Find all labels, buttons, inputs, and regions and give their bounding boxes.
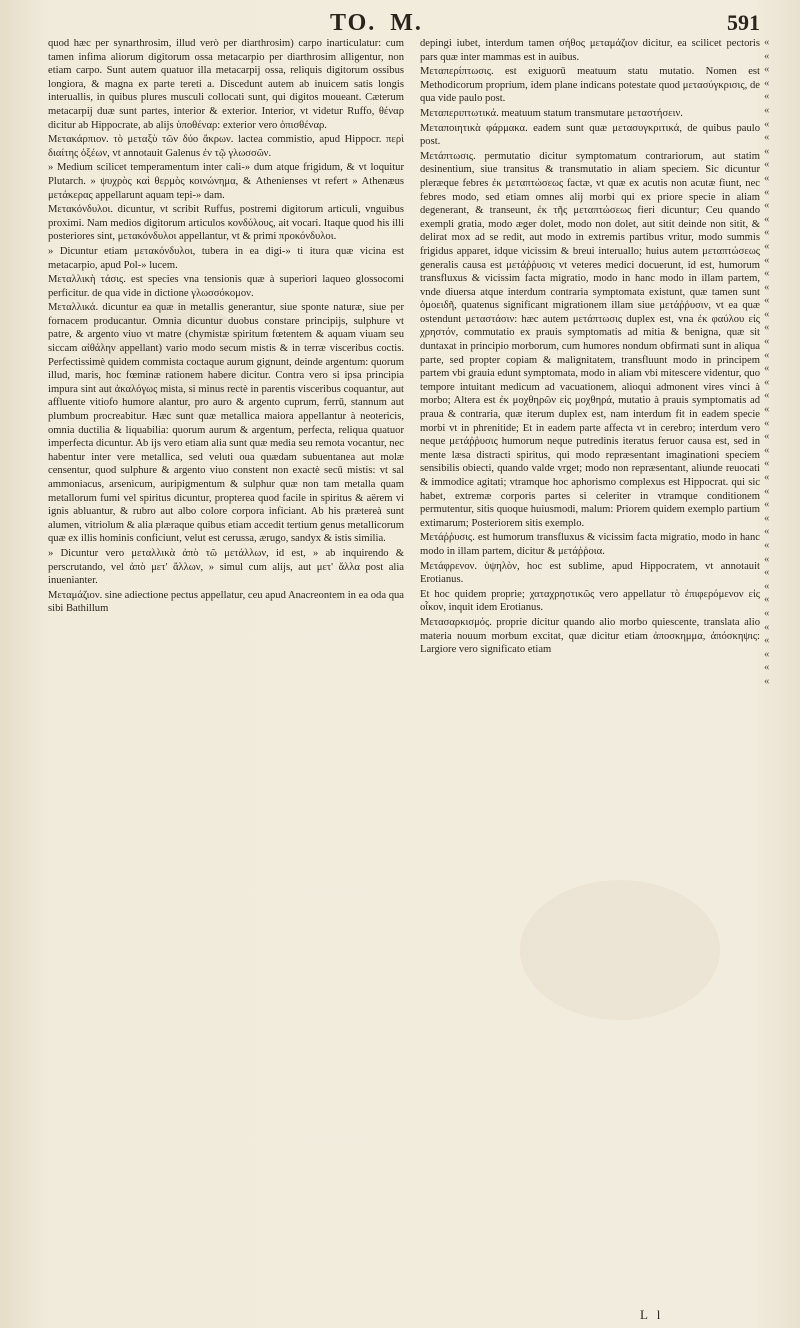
quote-mark: «: [764, 404, 770, 416]
quote-mark: «: [764, 363, 770, 375]
quote-mark: «: [764, 186, 770, 198]
dictionary-entry: Μετάπτωσις. permutatio dicitur symptomatum contrariorum, aut statim desinentium, siue transitus & transmutatio in aliam speciem. Sic dicuntur pleræque febres ἐκ μεταπτώσεως factæ, vt quæ ex acutis non acutæ fiunt, nec febres modo, sed etiam omnes alij morbi qui ex priore specie in aliam degenerant, & transeunt, ἐκ τῆς μεταπτώσεως fieri dicuntur; Ceu quando exempli gratia, modo æger dolet, modo non dolet, aut sitit deinde non sitit, & delirat mox ad se redit, aut modo in extremis partibus vritur, modo summis frigidus apparet, idque vicissim & breui interuallo; huius autem μεταπτώσεως generalis causa est μετάῤῥυσις vt veteres medici docuerunt, id est, humorum transfluxus & vicissim facta migratio, modo in hanc modo in illam partem, vnde diuersa atque interdum contraria symptomata existunt, quæ tamen sunt ὁμοειδῆ, quatenus significant migrationem illam siue μετάῤῥυσιν, vt ea quæ ostendunt μεταστάσιν: hæc autem μετάπτωσις duplex est, vna ἐκ φαύλου εἰς χρηστόν, commutatio ex prauis symptomatis ad mitia & benigna, quæ sit duntaxat in principio morborum, cum humores nondum obfirmati sunt in aliqua parte, sed propter copiam & malignitatem, transfluunt modo in principem partem vbi grauia edunt symptomata, modo in aliam vbi mitescere videntur, quo tempore intuitant medicum ad vacuationem, alioqui admonent vires vinci à morbo; Altera est ἐκ μοχθηρῶν εἰς μοχθηρά, mutatio à prauis symptomatis ad praua & contraria, quæ iterum duplex est, nam interdum fit in eadem specie morbi vt in phrenitide; Et in eadem parte affecta vt in cerebro; interdum vero neque μετάῤῥυσις humorum neque putredinis iteratus feruor causa est, sed in mente læsa distracti spiritus, qui modo repræsentant imaginationi speciem sensibilis obiecti, quando valde vrget; modo non repræsentant, aliunde reuocati & immodice agitati; vtramque hoc aphorismo complexus est Hippocrat. qui sic habet, extremæ corporis partes si celeriter in vtramque conditionem permutentur, sitis quoque huiusmodi, malum: Priorem quidem exemplo partium extimarum; Posteriorem sitis exemplo.: [420, 150, 760, 529]
dictionary-entry: Μεταμάζιον. sine adiectione pectus appellatur, ceu apud Anacreontem in ea oda qua sibi Bathillum: [48, 589, 404, 615]
dictionary-entry: Μετακόνδυλοι. dicuntur, vt scribit Ruffus, postremi digitorum articuli, vnguibus proximi. Nam medios digitorum articulos κονδύλους, ait vocari. Itaque quod his illi posteriores sint, μετακόνδυλοι appellantur, vt & primi προκόνδυλοι.: [48, 204, 404, 243]
quote-mark: «: [764, 526, 770, 538]
quote-mark: «: [764, 390, 770, 402]
quote-mark: «: [764, 376, 770, 388]
quote-mark: «: [764, 635, 770, 647]
quote-mark: «: [764, 553, 770, 565]
dictionary-entry: Μεταλλικά. dicuntur ea quæ in metallis generantur, siue sponte naturæ, siue per fornacem producantur. Omnia dicuntur duobus constare principijs, sulphure vt patre, & argento viuo vt matre (chymistæ spiritum fœtentem & aquam viuam seu siccam αἰθάλην appellant) vario modo secum mistis & in terræ visceribus coctis. Perfectissimè quidem commista coctaque aurum gignunt, deinde argentum: quorum illud, maris, hoc fœminæ rationem habere dicitur. Contra vero si ipsa principia impura sint aut ἀκαλόγως mista, si minus rectè in parentis visceribus coquantur, aut affluente vitiofo humore alantur, pro auro & argento cuprum, ferrū, stannum aut plumbum procreabitur. Hæc sunt quæ metallica maiora appellantur à neotericis, omnia ductilia & liquabilia: quorum aurum & argentum, perfecta, reliqua quatuor imperfecta dicuntur. Ab ijs vero etiam alia sunt quæ media seu remota vocantur, nec habentur inter vere metallica, sed veluti oua quædam subuentanea aut molæ censentur, quod sulphure & argento viuo constent non exactè secū mistis: vt sal ammoniacus, arsenicum, auripigmentum & sulphur quæ non tam metalla quam metallorum fumi vel spiritus dicuntur, propterea quod facile in spiritus & aërem vi ignis abluantur, & rubro aut albo colore corpora inficiant. Ab his prætereà sunt alumen, vitriolum & alia plæraque quibus etiam accedit tertium genus metallicorum quæ ex illis hominis conficiunt, velut est cerussa, ærugo, sandyx & istis similia.: [48, 302, 404, 545]
dictionary-entry: Μεταπερίπτωσις. est exiguorū meatuum statu mutatio. Nomen est Methodicorum proprium, idem plane indicans potestate quod μετασύγκρισις, de qua vide paulo post.: [420, 66, 760, 105]
quote-mark: «: [764, 227, 770, 239]
running-head-lemma-2: M.: [390, 10, 423, 36]
quote-mark: «: [764, 458, 770, 470]
quote-mark: «: [764, 132, 770, 144]
quote-mark: «: [764, 37, 770, 48]
quote-mark: «: [764, 675, 770, 687]
dictionary-entry: Μεταπεριπτωτικά. meatuum statum transmutare μεταστήσειν.: [420, 107, 683, 119]
quote-mark: «: [764, 580, 770, 592]
right-column: [420, 36, 760, 657]
quote-mark: «: [764, 431, 770, 443]
quote-mark: «: [764, 607, 770, 619]
quote-mark: «: [764, 349, 770, 361]
running-head-lemma: TO.: [330, 10, 377, 36]
catchword: L l: [640, 1307, 664, 1322]
quote-mark: «: [764, 648, 770, 660]
quote-mark: «: [764, 594, 770, 606]
running-head: [330, 10, 423, 37]
dictionary-entry: quod hæc per synarthrosim, illud verò per diarthrosim) carpo inarticulatur: cum tamen infima aliorum digitorum ossa metacarpio per diarthrosim alligentur, non etiam carpo. Sunt autem quatuor illa metacarpij ossa, reliquis digitorum ossibus longiora, & magna ex parte tereti a. Discedunt autem ab inuicem satis longis interuallis, in quibus plures musculi collocati sunt, qui digitos moueant. Cæterum metacarpij duæ sunt partes, interior & exterior. Interior, vt videtur Ruffo, θέναρ dicitur ab Hippocrate, ab alijs ὑποθέναρ: exterior vero ὀπισθέναρ.: [48, 38, 404, 131]
quote-mark: «: [764, 472, 770, 483]
quote-mark: «: [764, 336, 770, 348]
quote-mark: «: [764, 145, 770, 157]
quote-mark: «: [764, 240, 770, 252]
dictionary-entry: » Dicuntur etiam μετακόνδυλοι, tubera in ea digi-» ti itura quæ vicina est metacarpio, apud Pol-» lucem.: [48, 245, 404, 271]
quote-mark: «: [764, 512, 770, 524]
dictionary-entry: Μετασαρκισμός. proprie dicitur quando alio morbo quiescente, translata alio materia nouum morbum excitat, quæ dicitur etiam ἀποσκημμα, ἀπόσκηψις: Largiore vero significato etiam: [420, 616, 760, 656]
quote-mark: «: [764, 91, 770, 103]
dictionary-entry: Μετάφρενον. ὑψηλὸν, hoc est sublime, apud Hippocratem, vt annotauit Erotianus.: [420, 560, 760, 586]
quote-mark: «: [764, 308, 770, 320]
quote-mark: «: [764, 77, 770, 89]
quote-mark: «: [764, 485, 770, 497]
quote-mark: «: [764, 499, 770, 511]
dictionary-entry: depingi iubet, interdum tamen σήθος μεταμάζιον dicitur, ea scilicet pectoris pars quæ inter mammas est in auibus.: [420, 38, 760, 63]
left-column: [48, 36, 404, 616]
quote-mark: «: [764, 567, 770, 579]
dictionary-entry: Et hoc quidem proprie; χαταχρηστικῶς vero appellatur τὸ ἐπιφερόμενον εἰς οἶκον, inquit idem Erotianus.: [420, 588, 760, 614]
quote-mark: «: [764, 254, 770, 266]
dictionary-entry: » Medium scilicet temperamentum inter cali-» dum atque frigidum, & vt loquitur Plutarch. » ψυχρὸς καὶ θερμὸς κοινώνημα, & Athenienses vt refert » Athenæus μετάκερας appellarunt aquam tepi-» dam.: [48, 162, 404, 201]
page-number: 591: [727, 10, 760, 35]
quote-mark: «: [764, 50, 770, 62]
quote-mark: «: [764, 621, 770, 633]
paper-stain: [520, 880, 720, 1020]
dictionary-entry: » Dicuntur vero μεταλλικὰ ἀπὸ τῶ μετάλλων, id est, » ab inquirendo & perscrutando, vel ἀπὸ μετ' ἄλλων, » simul cum alijs, aut μετ' ἄλλα post alia inuenianter.: [48, 547, 404, 587]
quote-mark: «: [764, 213, 770, 225]
dictionary-entry: Μετακάρπιον. τὸ μεταξὺ τῶν δύο ἄκρων. lactea commistio, apud Hippocr. περὶ διαίτης ὀξέων, vt annotauit Galenus ἐν τῷ γλωσσῶν.: [48, 134, 404, 159]
quote-mark: «: [764, 295, 770, 307]
dictionary-entry: Μεταλλικὴ τάσις. est species vna tensionis quæ à superiori laqueo glossocomi perficitur. de qua vide in dictione γλωσσόκομον.: [48, 274, 404, 299]
quote-mark: «: [764, 539, 770, 551]
quotation-margin-marks: [764, 36, 786, 689]
quote-mark: «: [764, 417, 770, 429]
quote-mark: «: [764, 200, 770, 212]
dictionary-entry: Μεταποιητικὰ φάρμακα. eadem sunt quæ μετασυγκριτικά, de quibus paulo post.: [420, 122, 760, 148]
quote-mark: «: [764, 64, 770, 76]
quote-mark: «: [764, 172, 770, 184]
quote-mark: «: [764, 159, 770, 171]
quote-mark: «: [764, 662, 770, 674]
quote-mark: «: [764, 281, 770, 293]
dictionary-entry: Μετάῤῥυσις. est humorum transfluxus & vicissim facta migratio, modo in hanc modo in illam partem, dicitur & μετάῤῥοια.: [420, 532, 760, 557]
quote-mark: «: [764, 118, 770, 130]
quote-mark: «: [764, 268, 770, 280]
quote-mark: «: [764, 104, 770, 116]
quote-mark: «: [764, 444, 770, 456]
quote-mark: «: [764, 322, 770, 334]
